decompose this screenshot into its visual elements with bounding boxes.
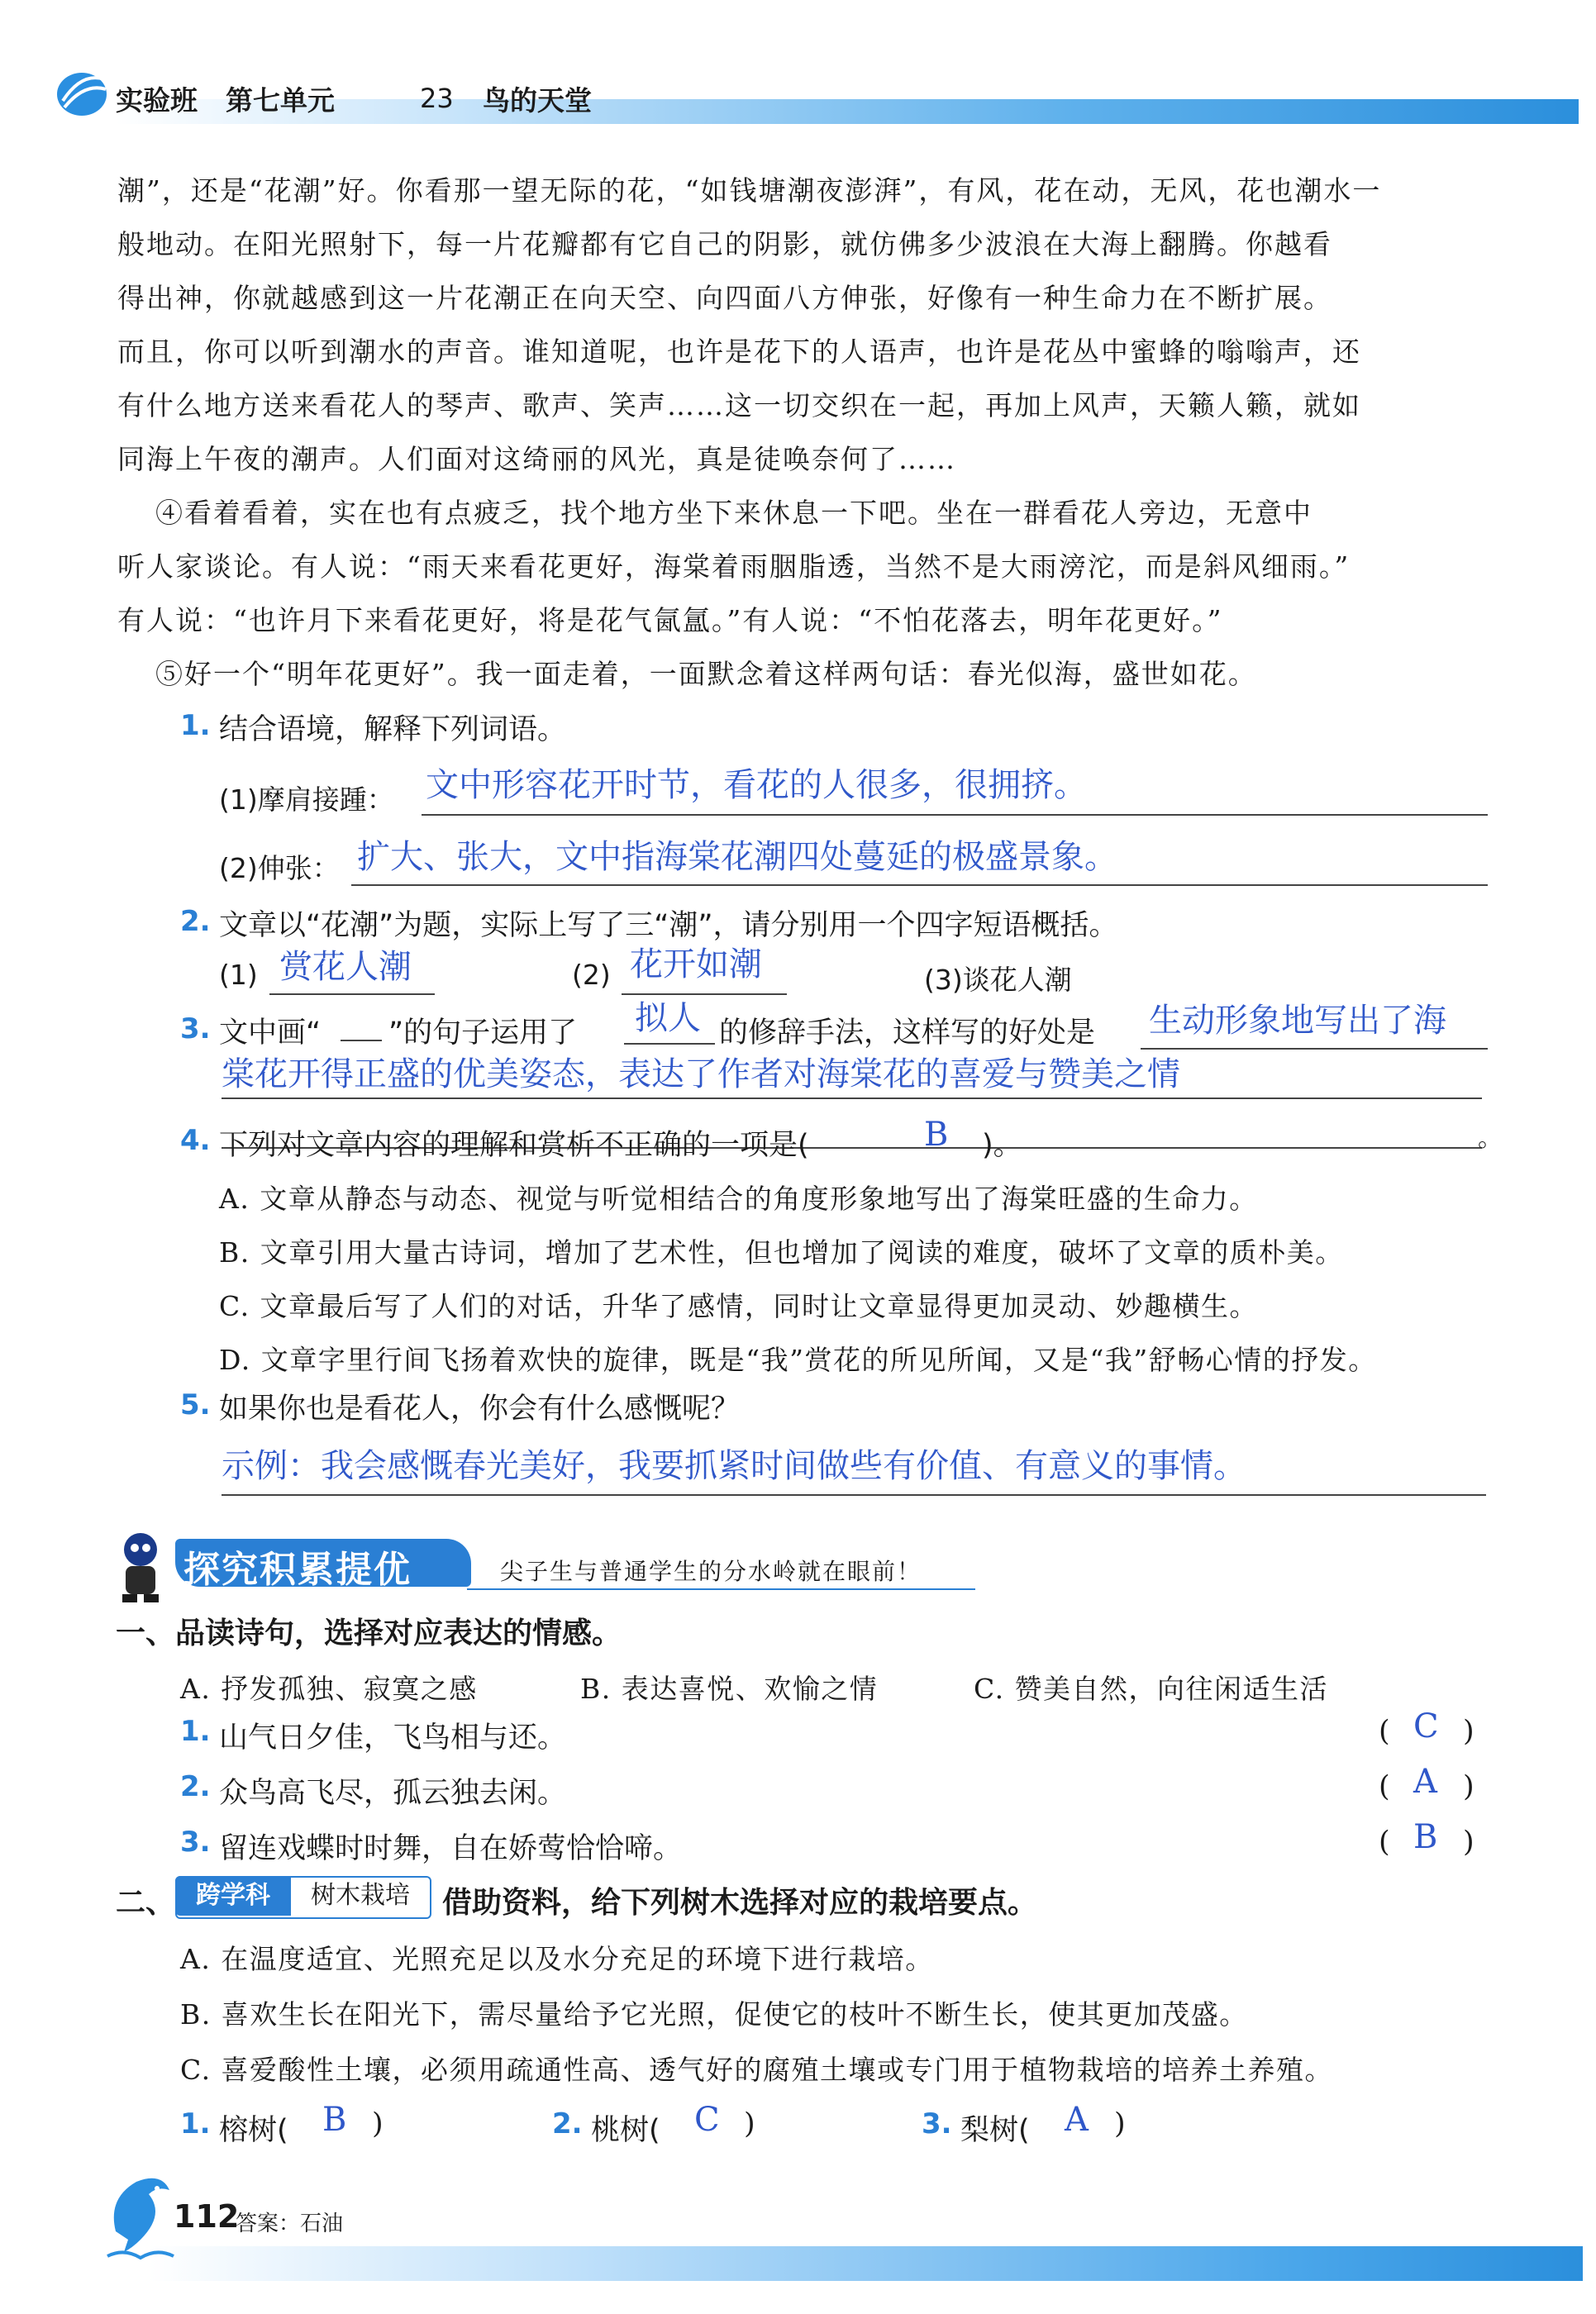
dolphin-icon [99,2165,182,2264]
passage-line: 般地动。在阳光照射下，每一片花瓣都有它自己的阴影，就仿佛多少波浪在大海上翻腾。你越看 [117,228,1332,260]
blank-label: (2) [572,959,611,991]
question-text: 榕树( [219,2114,288,2147]
passage-line: 潮”，还是“花潮”好。你看那一望无际的花，“如钱塘潮夜澎湃”，有风，花在动，无风，花也潮水一 [117,174,1382,207]
passage-line: 有人说：“也许月下来看花更好，将是花气氤氲。”有人说：“不怕花落去，明年花更好。” [117,604,1223,636]
footer-bar [149,2246,1583,2281]
blank-label: (1) [219,959,258,991]
handwritten-answer: 文中形容花开时节，看花的人很多，很拥挤。 [426,766,1087,804]
answer-line [351,884,1488,886]
underline-mark [341,1040,382,1041]
section-underline [467,1588,975,1590]
handwritten-answer: 示例：我会感慨春光美好，我要抓紧时间做些有价值、有意义的事情。 [222,1447,1246,1485]
passage-line: 有什么地方送来看花人的琴声、歌声、笑声……这一切交织在一起，再加上风声，天籁人籁，就如 [117,389,1361,421]
option: A. 文章从静态与动态、视觉与听觉相结合的角度形象地写出了海棠旺盛的生命力。 [219,1183,1258,1215]
answer-line [422,814,1488,816]
question-text: 山气日夕佳，飞鸟相与还。 [219,1721,567,1755]
part-prefix: 二、 [116,1886,176,1920]
question-number: 5. [180,1388,211,1421]
handwritten-answer: B [924,1116,949,1154]
question-number: 2. [180,1770,211,1803]
option: D. 文章字里行间飞扬着欢快的旋律，既是“我”赏花的所见所闻，又是“我”舒畅心情的抒发。 [219,1344,1377,1376]
option: B. 表达喜悦、欢愉之情 [580,1673,879,1705]
question-text: 文章以“花潮”为题，实际上写了三“潮”，请分别用一个四字短语概括。 [219,909,1118,942]
handwritten-answer: 棠花开得正盛的优美姿态，表达了作者对海棠花的喜爱与赞美之情 [222,1055,1180,1093]
question-number: 1. [180,1715,211,1748]
question-number: 3. [922,2107,952,2140]
question-number: 2. [552,2107,583,2140]
part-heading: 借助资料，给下列树木选择对应的栽培要点。 [442,1886,1038,1920]
page-number: 112 [174,2198,240,2235]
paren-open: ( [1379,1826,1390,1859]
lesson-name: 鸟的天堂 [483,84,592,117]
question-number: 3. [180,1012,211,1045]
question-text: 文中画“ [219,1017,322,1050]
paren-close: ) [1463,1770,1475,1803]
part-heading: 一、品读诗句，选择对应表达的情感。 [116,1616,622,1650]
option: A. 抒发孤独、寂寞之感 [180,1673,478,1705]
passage-line: 而且，你可以听到潮水的声音。谁知道呢，也许是花下的人语声，也许是花丛中蜜蜂的嗡嗡声，还 [117,336,1361,368]
paren-open: ( [1379,1715,1390,1748]
mascot-icon [107,1525,174,1607]
period-mark: 。 [1478,1124,1503,1153]
question-text: 结合语境，解释下列词语。 [219,713,567,746]
answer-line [1141,1048,1488,1050]
paren-close: ) [372,2107,384,2140]
option: A. 在温度适宜、光照充足以及水分充足的环境下进行栽培。 [180,1943,934,1975]
option: C. 文章最后写了人们的对话，升华了感情，同时让文章显得更加灵动、妙趣横生。 [219,1290,1259,1322]
handwritten-answer: B [322,2101,347,2139]
question-text: ”的句子运用了 [388,1017,578,1050]
blank-label: (3)谈花人潮 [924,964,1072,996]
handwritten-answer: 扩大、张大，文中指海棠花潮四处蔓延的极盛景象。 [357,838,1117,876]
paren-close: ) [1463,1715,1475,1748]
passage-line: ⑤好一个“明年花更好”。我一面走着，一面默念着这样两句话：春光似海，盛世如花。 [155,658,1257,690]
question-number: 1. [180,709,211,742]
subject-tag-secondary: 树木栽培 [311,1881,410,1910]
paren-open: ( [1379,1770,1390,1803]
option: C. 赞美自然，向往闲适生活 [974,1673,1329,1705]
paren-close: ) [1114,2107,1126,2140]
answer-note: 答案：石油 [236,2212,344,2236]
question-text: 梨树( [960,2114,1030,2147]
question-text: )。 [982,1129,1022,1162]
passage-line: 听人家谈论。有人说：“雨天来看花更好，海棠着雨胭脂透，当然不是大雨滂沱，而是斜风细雨。” [117,550,1351,583]
handwritten-answer: 花开如潮 [630,945,762,983]
question-text: 众鸟高飞尽，孤云独去闲。 [219,1777,567,1810]
question-number: 3. [180,1826,211,1859]
option: B. 文章引用大量古诗词，增加了艺术性，但也增加了阅读的难度，破坏了文章的质朴美。 [219,1236,1344,1269]
question-number: 1. [180,2107,211,2140]
answer-line [222,1494,1486,1496]
answer-line [269,993,435,995]
handwritten-answer: B [1413,1818,1438,1856]
section-slogan: 尖子生与普通学生的分水岭就在眼前！ [500,1558,922,1585]
question-text: 桃树( [591,2114,660,2147]
question-text: 下列对文章内容的理解和赏析不正确的一项是( [219,1129,809,1162]
handwritten-answer: A [1413,1763,1437,1801]
answer-line [222,1097,1482,1099]
handwritten-answer: 拟人 [635,999,701,1037]
question-text: 如果你也是看花人，你会有什么感慨呢？ [219,1393,741,1426]
subject-tag-primary: 跨学科 [175,1876,291,1916]
question-text: 留连戏蝶时时舞，自在娇莺恰恰啼。 [219,1832,683,1865]
handwritten-answer: C [1413,1707,1439,1745]
handwritten-answer: 生动形象地写出了海 [1149,1002,1446,1040]
passage-line: 得出神，你就越感到这一片花潮正在向天空、向四面八方伸张，好像有一种生命力在不断扩展。 [117,282,1332,314]
question-number: 4. [180,1124,211,1157]
passage-line: ④看着看着，实在也有点疲乏，找个地方坐下来休息一下吧。坐在一群看花人旁边，无意中 [155,497,1313,529]
handwritten-answer: C [694,2101,720,2139]
question-number: 2. [180,905,211,938]
lesson-number: 23 [420,83,454,114]
paren-close: ) [1463,1826,1475,1859]
paren-close: ) [744,2107,755,2140]
passage-line: 同海上午夜的潮声。人们面对这绮丽的风光，真是徒唤奈何了…… [117,443,956,475]
book-logo-icon [53,68,111,117]
sub-question-label: (1)摩肩接踵： [219,783,394,816]
unit-name: 第七单元 [226,84,335,117]
question-text: 的修辞手法，这样写的好处是 [719,1017,1096,1050]
option: C. 喜爱酸性土壤，必须用疏通性高、透气好的腐殖土壤或专门用于植物栽培的培养土养殖。 [180,2054,1334,2086]
book-name: 实验班 [116,84,198,117]
section-title: 探究积累提优 [183,1549,412,1591]
header-book [116,79,363,118]
handwritten-answer: A [1065,2101,1089,2139]
handwritten-answer: 赏花人潮 [279,948,412,986]
answer-line [624,1043,715,1045]
sub-question-label: (2)伸张： [219,852,340,884]
option: B. 喜欢生长在阳光下，需尽量给予它光照，促使它的枝叶不断生长，使其更加茂盛。 [180,1998,1248,2031]
